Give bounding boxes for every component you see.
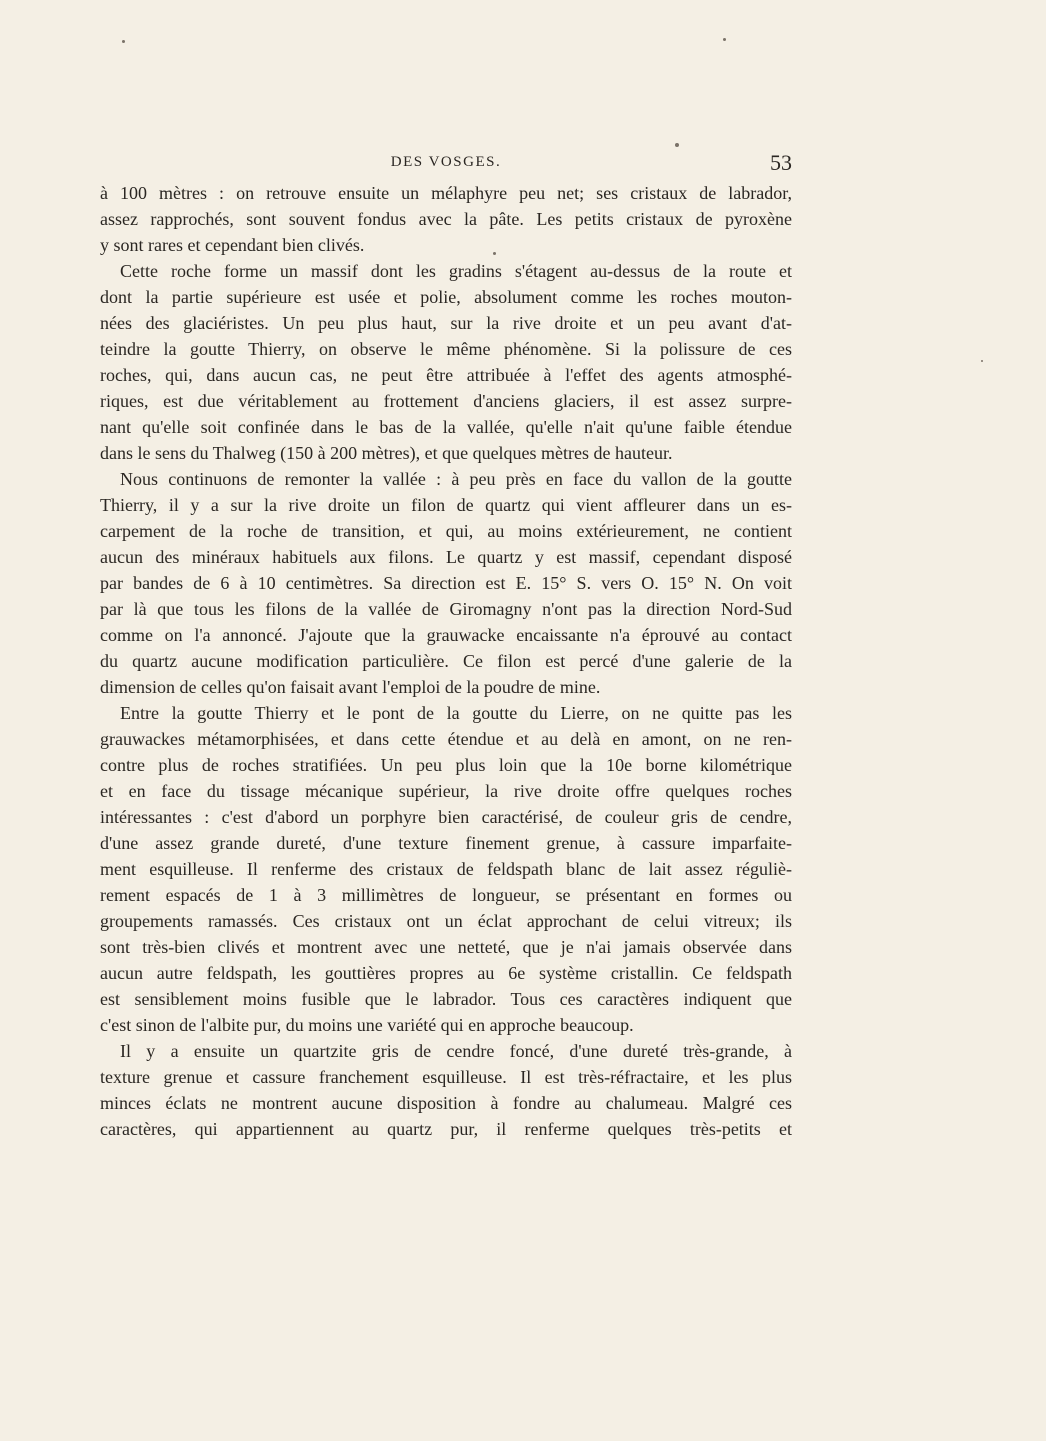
text-line: contre plus de roches stratifiées. Un peu plus loin que la 10e borne kilométrique — [100, 755, 792, 775]
running-title: DES VOSGES. — [390, 154, 502, 170]
text-line: nant qu'elle soit confinée dans le bas de la vallée, qu'elle n'ait qu'une faible étendue — [100, 417, 792, 437]
text-line: assez rapprochés, sont souvent fondus avec la pâte. Les petits cristaux de pyroxène — [100, 209, 792, 229]
text-line: Nous continuons de remonter la vallée : à peu près en face du vallon de la goutte — [120, 469, 792, 489]
text-line: riques, est due véritablement au frottement d'anciens glaciers, il est assez surpre- — [100, 391, 792, 411]
text-line: du quartz aucune modification particulière. Ce filon est percé d'une galerie de la — [100, 651, 792, 671]
text-line: aucun autre feldspath, les gouttières propres au 6e système cristallin. Ce feldspath — [100, 963, 792, 983]
paper-speck — [675, 143, 679, 147]
text-line: est sensiblement moins fusible que le labrador. Tous ces caractères indiquent que — [100, 989, 792, 1009]
text-line: intéressantes : c'est d'abord un porphyre bien caractérisé, de couleur gris de cendre, — [100, 807, 792, 827]
text-line: sont très-bien clivés et montrent avec une netteté, que je n'ai jamais observée dans — [100, 937, 792, 957]
text-line: d'une assez grande dureté, d'une texture finement grenue, à cassure imparfaite- — [100, 833, 792, 853]
text-line: carpement de la roche de transition, et qui, au moins extérieurement, ne contient — [100, 521, 792, 541]
text-line: Thierry, il y a sur la rive droite un filon de quartz qui vient affleurer dans un es- — [100, 495, 792, 515]
text-line: grauwackes métamorphisées, et dans cette étendue et au delà en amont, on ne ren- — [100, 729, 792, 749]
paper-speck — [723, 38, 726, 41]
text-line: groupements ramassés. Ces cristaux ont un éclat approchant de celui vitreux; ils — [100, 911, 792, 931]
text-line: rement espacés de 1 à 3 millimètres de longueur, se présentant en formes ou — [100, 885, 792, 905]
text-line: par bandes de 6 à 10 centimètres. Sa direction est E. 15° S. vers O. 15° N. On voit — [100, 573, 792, 593]
text-line: minces éclats ne montrent aucune disposition à fondre au chalumeau. Malgré ces — [100, 1093, 792, 1113]
text-line: à 100 mètres : on retrouve ensuite un mélaphyre peu net; ses cristaux de labrador, — [100, 183, 792, 203]
page-number: 53 — [770, 150, 792, 175]
text-line: par là que tous les filons de la vallée de Giromagny n'ont pas la direction Nord-Sud — [100, 599, 792, 619]
paragraph — [100, 258, 792, 466]
text-line: Cette roche forme un massif dont les gradins s'étagent au-dessus de la route et — [120, 261, 792, 281]
paragraph — [100, 180, 792, 258]
running-head — [100, 150, 792, 174]
text-line: caractères, qui appartiennent au quartz pur, il renferme quelques très-petits et — [100, 1119, 792, 1139]
paper-speck — [981, 360, 983, 362]
text-line: et en face du tissage mécanique supérieur, la rive droite offre quelques roches — [100, 781, 792, 801]
text-line: ment esquilleuse. Il renferme des cristaux de feldspath blanc de lait assez réguliè- — [100, 859, 792, 879]
paragraph — [100, 466, 792, 700]
paragraph — [100, 1038, 792, 1142]
text-line: Entre la goutte Thierry et le pont de la goutte du Lierre, on ne quitte pas les — [120, 703, 792, 723]
text-line: c'est sinon de l'albite pur, du moins une variété qui en approche beaucoup. — [100, 1015, 634, 1035]
text-line: dans le sens du Thalweg (150 à 200 mètres), et que quelques mètres de hauteur. — [100, 443, 673, 463]
body-text — [100, 180, 792, 1142]
text-line: texture grenue et cassure franchement esquilleuse. Il est très-réfractaire, et les plus — [100, 1067, 792, 1087]
text-line: dont la partie supérieure est usée et polie, absolument comme les roches mouton- — [100, 287, 792, 307]
text-line: nées des glaciéristes. Un peu plus haut, sur la rive droite et un peu avant d'at- — [100, 313, 792, 333]
text-line: y sont rares et cependant bien clivés. — [100, 235, 365, 255]
text-line: teindre la goutte Thierry, on observe le même phénomène. Si la polissure de ces — [100, 339, 792, 359]
text-line: dimension de celles qu'on faisait avant l'emploi de la poudre de mine. — [100, 677, 601, 697]
text-line: roches, qui, dans aucun cas, ne peut être attribuée à l'effet des agents atmosphé- — [100, 365, 792, 385]
paper-speck — [122, 40, 125, 43]
text-line: aucun des minéraux habituels aux filons. Le quartz y est massif, cependant disposé — [100, 547, 792, 567]
paragraph — [100, 700, 792, 1038]
text-line: comme on l'a annoncé. J'ajoute que la grauwacke encaissante n'a éprouvé au contact — [100, 625, 792, 645]
text-line: Il y a ensuite un quartzite gris de cendre foncé, d'une dureté très-grande, à — [120, 1041, 792, 1061]
